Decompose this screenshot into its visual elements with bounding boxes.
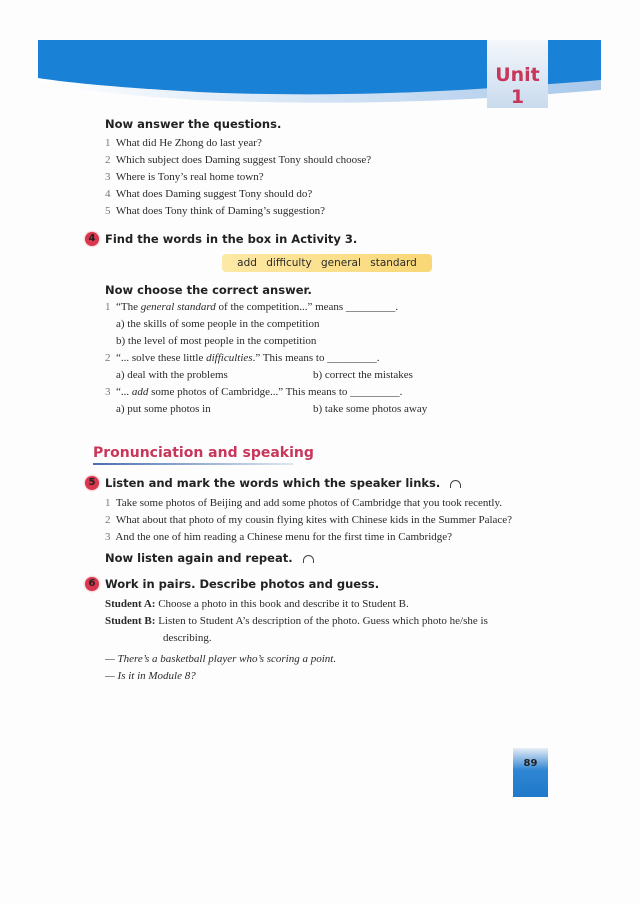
choice-question: 1 “The general standard of the competition...” means _________. xyxy=(105,301,399,313)
question: 2 Which subject does Daming suggest Tony should choose? xyxy=(105,154,372,166)
page-number: 89 xyxy=(523,758,538,769)
option-b: b) correct the mistakes xyxy=(313,369,413,381)
activity-subtitle: Now choose the correct answer. xyxy=(105,283,312,297)
activity-number-badge: 4 xyxy=(85,232,99,246)
dialogue-line: — Is it in Module 8? xyxy=(105,670,196,682)
sentence: 3 And the one of him reading a Chinese menu for the first time in Cambridge? xyxy=(105,531,453,543)
choice-question: 2 “... solve these little difficulties.” This means to _________. xyxy=(105,352,380,364)
sentence: 2 What about that photo of my cousin flying kites with Chinese kids in the Summer Palace? xyxy=(105,514,513,526)
activity-number-badge: 6 xyxy=(85,577,99,591)
word-box: add difficulty general standard xyxy=(222,254,432,272)
question: 3 Where is Tony’s real home town? xyxy=(105,171,264,183)
activity-title: Find the words in the box in Activity 3. xyxy=(105,232,358,246)
option-b: b) the level of most people in the competition xyxy=(116,335,317,347)
option-a: a) the skills of some people in the competition xyxy=(116,318,320,330)
headphones-icon[interactable] xyxy=(303,555,314,563)
student-a-instruction: Student A: Choose a photo in this book and describe it to Student B. xyxy=(105,598,409,610)
question: 1 What did He Zhong do last year? xyxy=(105,137,262,149)
activity-number-badge: 5 xyxy=(85,476,99,490)
option-a: a) deal with the problems xyxy=(116,369,228,381)
option-b: b) take some photos away xyxy=(313,403,428,415)
activity-title: Listen and mark the words which the speaker links. xyxy=(105,476,461,490)
sentence: 1 Take some photos of Beijing and add some photos of Cambridge that you took recently. xyxy=(105,497,503,509)
dialogue-line: — There’s a basketball player who’s scoring a point. xyxy=(105,653,337,665)
question: 5 What does Tony think of Daming’s suggestion? xyxy=(105,205,326,217)
headphones-icon[interactable] xyxy=(450,480,461,488)
question: 4 What does Daming suggest Tony should do? xyxy=(105,188,313,200)
unit-label: Unit 1 xyxy=(495,64,540,108)
choice-question: 3 “... add some photos of Cambridge...” This means to _________. xyxy=(105,386,403,398)
student-b-instruction: Student B: Listen to Student A’s description of the photo. Guess which photo he/she is xyxy=(105,615,488,627)
heading-underline xyxy=(93,463,293,465)
activity-subtitle: Now listen again and repeat. xyxy=(105,551,314,565)
option-a: a) put some photos in xyxy=(116,403,211,415)
section-title: Now answer the questions. xyxy=(105,117,282,131)
section-heading: Pronunciation and speaking xyxy=(93,445,314,461)
student-b-instruction-cont: describing. xyxy=(163,632,212,644)
page-number-tab xyxy=(513,748,548,797)
activity-title: Work in pairs. Describe photos and guess. xyxy=(105,577,380,591)
